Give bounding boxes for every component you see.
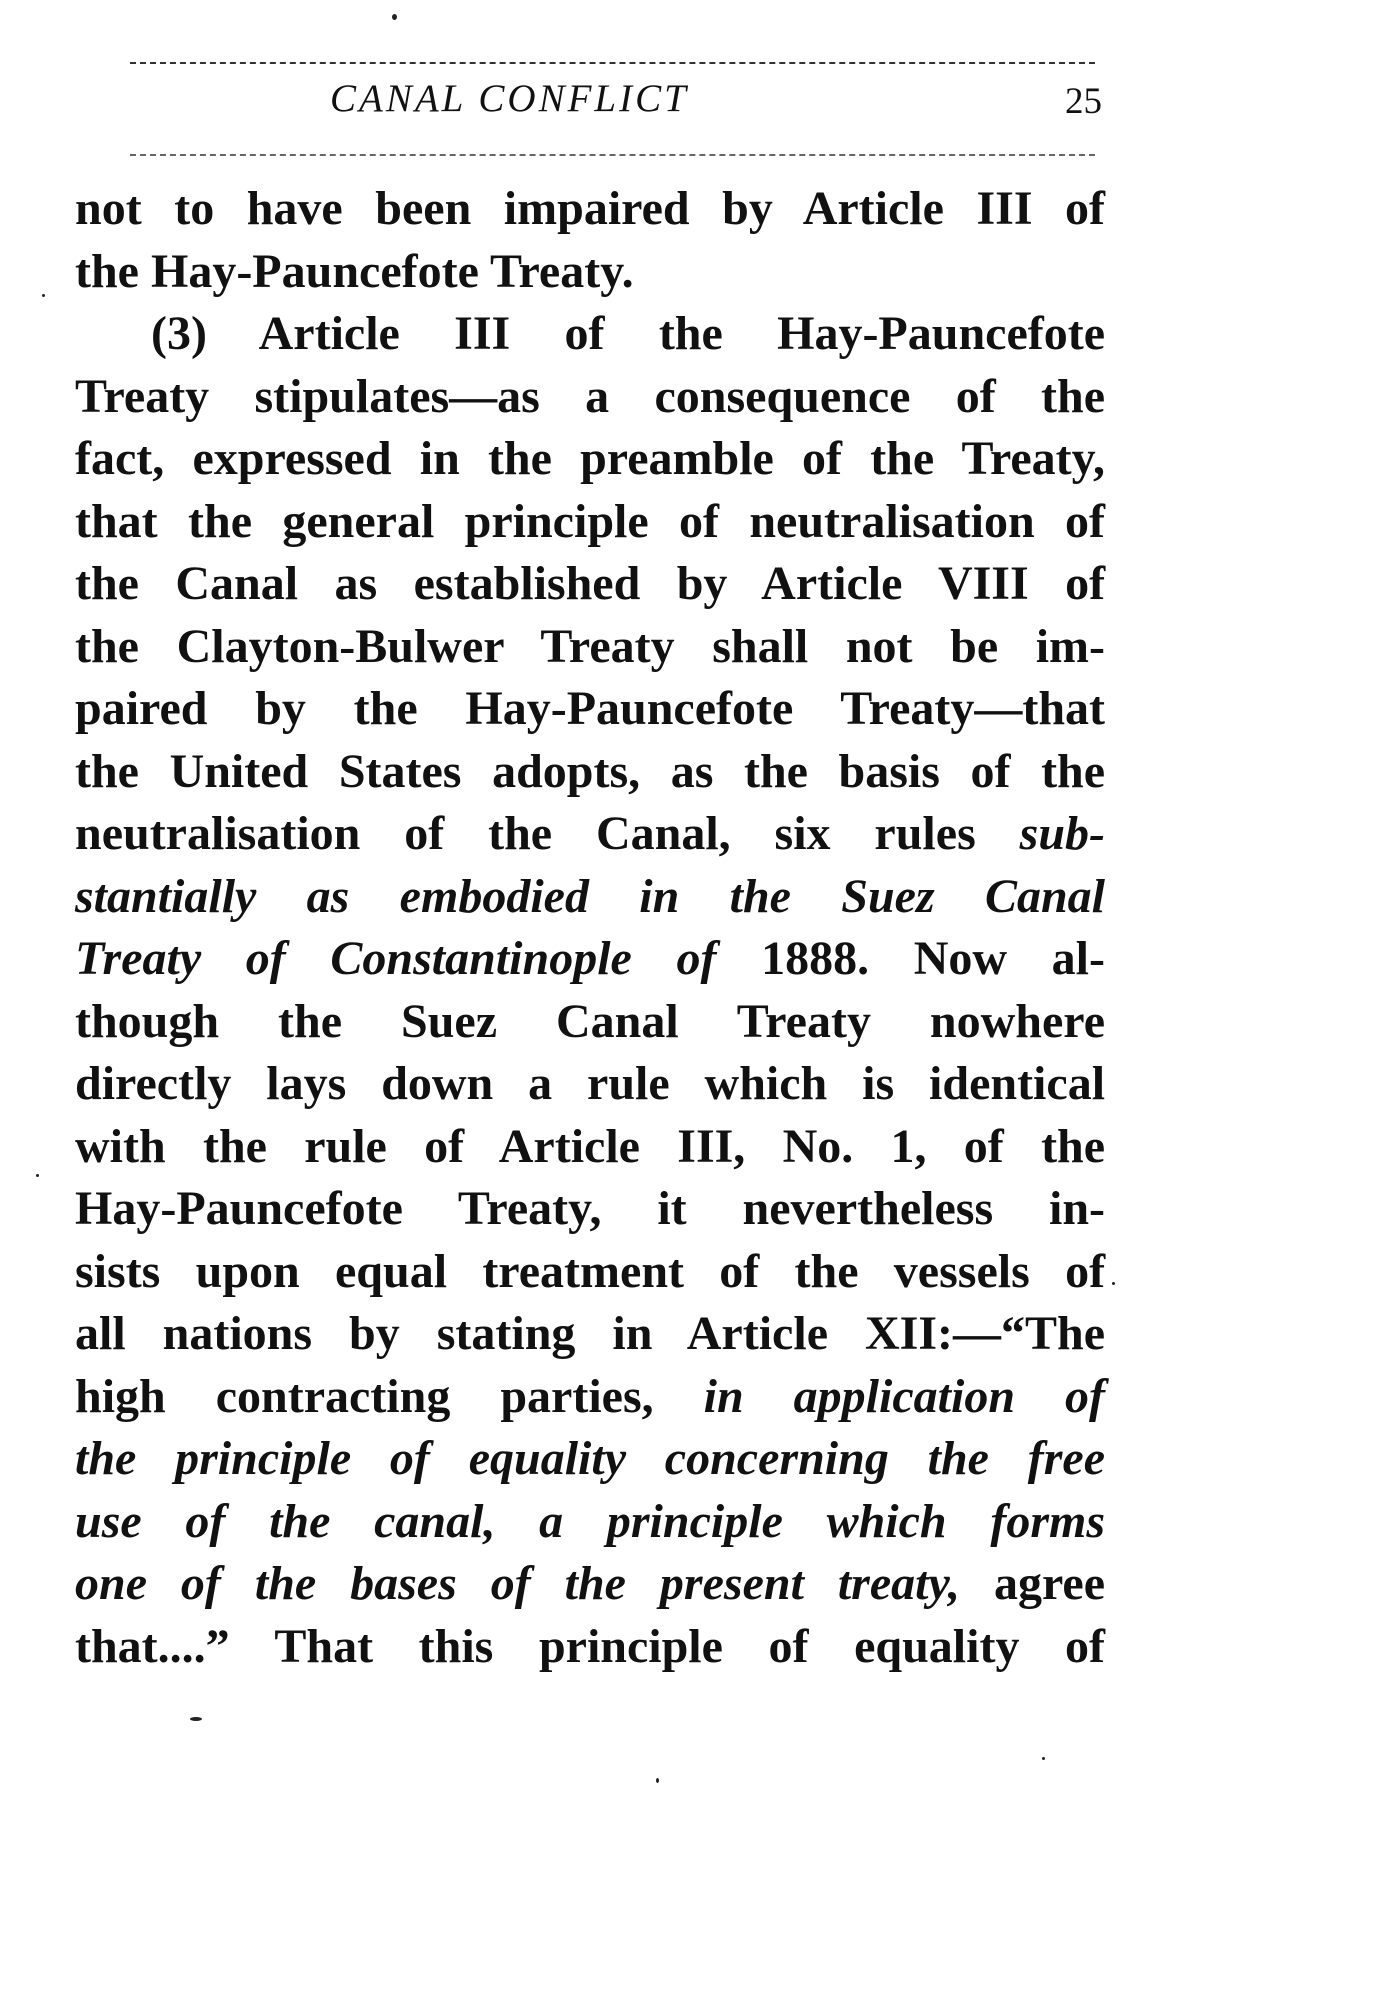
text-segment: high contracting parties,	[75, 1369, 704, 1423]
text-line	[75, 928, 1105, 991]
header-rule-bottom	[130, 154, 1095, 156]
body-text	[75, 178, 1105, 1678]
text-line	[75, 491, 1105, 554]
text-line	[75, 1241, 1105, 1304]
text-line	[75, 303, 1105, 366]
italic-text-segment: use of the canal, a principle which forms	[75, 1494, 1106, 1548]
text-line	[75, 1303, 1105, 1366]
text-line	[75, 366, 1105, 429]
italic-text-segment: in application of	[703, 1369, 1105, 1423]
text-segment: that the general principle of neutralisation of	[75, 494, 1106, 548]
text-segment: though the Suez Canal Treaty nowhere	[75, 994, 1106, 1048]
italic-text-segment: stantially as embodied in the Suez Canal	[75, 869, 1105, 923]
text-line	[75, 678, 1105, 741]
text-line	[75, 1491, 1105, 1554]
text-line	[75, 553, 1105, 616]
text-line	[75, 1053, 1105, 1116]
text-segment: sists upon equal treatment of the vessels of	[75, 1244, 1106, 1298]
text-segment: Treaty stipulates—as a consequence of the	[75, 369, 1105, 423]
text-segment: the Clayton-Bulwer Treaty shall not be im-	[75, 619, 1106, 673]
text-line	[75, 1366, 1105, 1429]
text-line	[75, 616, 1105, 679]
text-segment: the United States adopts, as the basis of the	[75, 744, 1106, 798]
text-line	[75, 866, 1105, 929]
text-segment: the Canal as established by Article VIII of	[75, 557, 1106, 610]
text-line	[75, 1616, 1105, 1679]
text-line	[75, 1116, 1105, 1179]
text-line	[75, 178, 1105, 241]
text-line	[75, 741, 1105, 804]
text-segment: not to have been impaired by Article III of	[75, 182, 1106, 235]
italic-text-segment: the principle of equality concerning the free	[75, 1432, 1106, 1485]
italic-text-segment: one of the bases of the present treaty,	[75, 1557, 961, 1610]
text-segment: Hay-Pauncefote Treaty, it nevertheless in-	[75, 1182, 1106, 1235]
text-line	[75, 241, 1105, 304]
page-number: 25	[1065, 81, 1102, 122]
italic-text-segment: sub-	[1019, 807, 1105, 860]
text-segment: all nations by stating in Article XII:—“The	[75, 1307, 1106, 1360]
text-line	[75, 991, 1105, 1054]
italic-text-segment: Treaty of Constantinople of	[75, 932, 717, 985]
text-segment: neutralisation of the Canal, six rules	[75, 807, 1020, 860]
text-line	[75, 803, 1105, 866]
text-line	[75, 1178, 1105, 1241]
text-segment: the Hay-Pauncefote Treaty.	[75, 244, 634, 298]
text-segment: (3) Article III of the Hay-Pauncefote	[151, 307, 1106, 360]
header-rule-top	[130, 62, 1095, 64]
text-line	[75, 1428, 1105, 1491]
text-segment: with the rule of Article III, No. 1, of the	[75, 1119, 1106, 1173]
text-line	[75, 428, 1105, 491]
text-segment: agree	[960, 1557, 1106, 1610]
text-segment: fact, expressed in the preamble of the Treaty,	[75, 432, 1106, 485]
running-title: CANAL CONFLICT	[330, 77, 689, 120]
text-segment: directly lays down a rule which is identical	[75, 1057, 1106, 1110]
text-segment: that....” That this principle of equality of	[75, 1619, 1106, 1673]
text-segment: 1888. Now al-	[716, 932, 1105, 985]
text-line	[75, 1553, 1105, 1616]
text-segment: paired by the Hay-Pauncefote Treaty—that	[75, 682, 1106, 735]
